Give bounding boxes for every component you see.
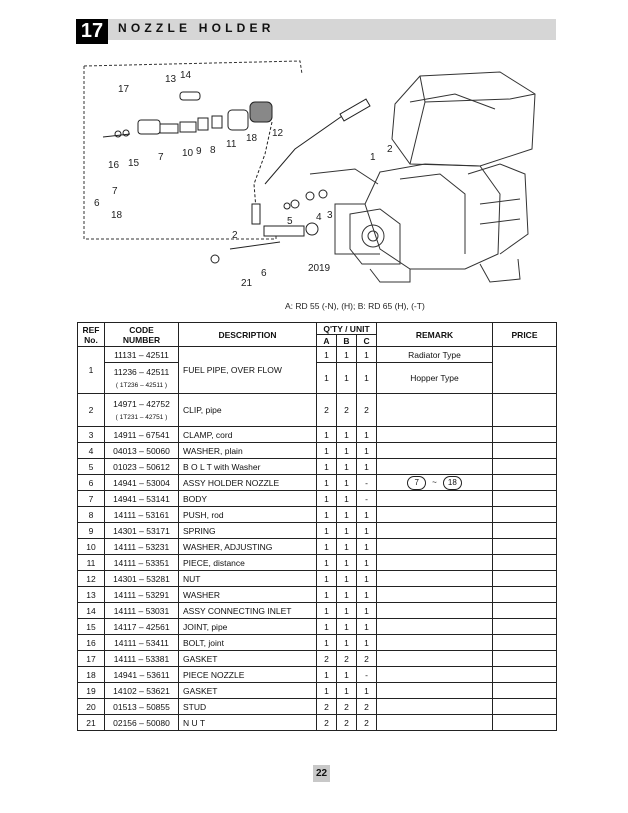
cell-description: BODY bbox=[179, 491, 317, 507]
svg-text:16: 16 bbox=[108, 160, 120, 171]
cell-qty-b: 1 bbox=[337, 475, 357, 491]
cell-qty-b: 1 bbox=[337, 587, 357, 603]
cell-ref: 9 bbox=[78, 523, 105, 539]
cell-price bbox=[493, 427, 557, 443]
svg-text:3: 3 bbox=[327, 210, 333, 221]
cell-qty-b: 1 bbox=[337, 571, 357, 587]
svg-text:1: 1 bbox=[370, 152, 376, 163]
cell-description: SPRING bbox=[179, 523, 317, 539]
cell-code: 14941 – 53004 bbox=[105, 475, 179, 491]
cell-code: 14301 – 53281 bbox=[105, 571, 179, 587]
cell-description: CLIP, pipe bbox=[179, 394, 317, 427]
cell-description: WASHER, ADJUSTING bbox=[179, 539, 317, 555]
cell-qty-c: 1 bbox=[357, 683, 377, 699]
cell-qty-b: 1 bbox=[337, 683, 357, 699]
ref-circle: 18 bbox=[443, 476, 462, 490]
cell-remark bbox=[377, 699, 493, 715]
cell-qty-b: 1 bbox=[337, 523, 357, 539]
cell-code: 14111 – 53411 bbox=[105, 635, 179, 651]
cell-code: 14111 – 53161 bbox=[105, 507, 179, 523]
cell-price bbox=[493, 667, 557, 683]
cell-qty-b: 1 bbox=[337, 635, 357, 651]
cell-qty-c: 1 bbox=[357, 363, 377, 394]
cell-price bbox=[493, 571, 557, 587]
col-qty-a-header: A bbox=[317, 335, 337, 347]
svg-text:13: 13 bbox=[165, 74, 177, 85]
cell-description: BOLT, joint bbox=[179, 635, 317, 651]
cell-qty-c: 2 bbox=[357, 715, 377, 731]
cell-price bbox=[493, 603, 557, 619]
cell-ref: 21 bbox=[78, 715, 105, 731]
svg-text:2: 2 bbox=[232, 230, 238, 241]
cell-qty-b: 1 bbox=[337, 667, 357, 683]
cell-ref: 11 bbox=[78, 555, 105, 571]
svg-text:18: 18 bbox=[246, 133, 258, 144]
cell-qty-b: 2 bbox=[337, 715, 357, 731]
cell-ref: 3 bbox=[78, 427, 105, 443]
cell-remark bbox=[377, 475, 493, 491]
svg-text:6: 6 bbox=[94, 198, 100, 209]
cell-qty-b: 1 bbox=[337, 603, 357, 619]
cell-remark bbox=[377, 443, 493, 459]
cell-ref: 18 bbox=[78, 667, 105, 683]
cell-qty-a: 2 bbox=[317, 699, 337, 715]
cell-price bbox=[493, 715, 557, 731]
code-main: 11236 – 42511 bbox=[113, 367, 170, 377]
cell-qty-a: 1 bbox=[317, 619, 337, 635]
table-row bbox=[78, 603, 557, 619]
cell-qty-a: 1 bbox=[317, 667, 337, 683]
cell-description: WASHER, plain bbox=[179, 443, 317, 459]
section-title: NOZZLE HOLDER bbox=[118, 21, 275, 35]
cell-code: 11131 – 42511 bbox=[105, 347, 179, 363]
cell-qty-c: 1 bbox=[357, 587, 377, 603]
table-row bbox=[78, 539, 557, 555]
cell-price bbox=[493, 699, 557, 715]
svg-text:14: 14 bbox=[180, 70, 192, 81]
cell-price bbox=[493, 523, 557, 539]
cell-qty-a: 1 bbox=[317, 555, 337, 571]
table-row bbox=[78, 635, 557, 651]
cell-remark bbox=[377, 587, 493, 603]
table-row bbox=[78, 683, 557, 699]
cell-description: JOINT, pipe bbox=[179, 619, 317, 635]
cell-remark bbox=[377, 603, 493, 619]
cell-qty-b: 1 bbox=[337, 459, 357, 475]
cell-ref: 20 bbox=[78, 699, 105, 715]
cell-price bbox=[493, 539, 557, 555]
col-qty-c-header: C bbox=[357, 335, 377, 347]
cell-ref: 2 bbox=[78, 394, 105, 427]
table-row bbox=[78, 651, 557, 667]
cell-price bbox=[493, 394, 557, 427]
cell-qty-b: 2 bbox=[337, 699, 357, 715]
cell-code: 01023 – 50612 bbox=[105, 459, 179, 475]
table-row bbox=[78, 347, 557, 363]
cell-qty-c: 1 bbox=[357, 619, 377, 635]
cell-price bbox=[493, 459, 557, 475]
cell-price bbox=[493, 587, 557, 603]
svg-text:21: 21 bbox=[241, 278, 253, 289]
cell-qty-a: 1 bbox=[317, 363, 337, 394]
svg-text:7: 7 bbox=[158, 152, 164, 163]
cell-ref: 10 bbox=[78, 539, 105, 555]
svg-text:17: 17 bbox=[118, 84, 130, 95]
cell-remark bbox=[377, 427, 493, 443]
cell-price bbox=[493, 347, 557, 394]
section-header bbox=[76, 19, 556, 44]
cell-description: FUEL PIPE, OVER FLOW bbox=[179, 347, 317, 394]
cell-price bbox=[493, 619, 557, 635]
table-row bbox=[78, 587, 557, 603]
cell-remark bbox=[377, 619, 493, 635]
cell-description: PIECE, distance bbox=[179, 555, 317, 571]
cell-qty-c: 1 bbox=[357, 427, 377, 443]
svg-text:10: 10 bbox=[182, 148, 194, 159]
table-row bbox=[78, 555, 557, 571]
col-price-header: PRICE bbox=[493, 323, 557, 347]
svg-text:6: 6 bbox=[261, 268, 267, 279]
cell-qty-c: 1 bbox=[357, 347, 377, 363]
col-qty-b-header: B bbox=[337, 335, 357, 347]
cell-qty-c: 2 bbox=[357, 699, 377, 715]
cell-remark bbox=[377, 539, 493, 555]
cell-price bbox=[493, 443, 557, 459]
cell-remark bbox=[377, 507, 493, 523]
cell-qty-a: 1 bbox=[317, 587, 337, 603]
cell-remark bbox=[377, 459, 493, 475]
cell-qty-c: 1 bbox=[357, 539, 377, 555]
cell-code: 14301 – 53171 bbox=[105, 523, 179, 539]
cell-qty-a: 1 bbox=[317, 427, 337, 443]
cell-code: 14941 – 53141 bbox=[105, 491, 179, 507]
table-row bbox=[78, 507, 557, 523]
cell-qty-c: 1 bbox=[357, 443, 377, 459]
cell-remark bbox=[377, 555, 493, 571]
cell-price bbox=[493, 491, 557, 507]
cell-code: 04013 – 50060 bbox=[105, 443, 179, 459]
figure-caption: A: RD 55 (-N), (H); B: RD 65 (H), (-T) bbox=[285, 301, 425, 311]
cell-remark bbox=[377, 571, 493, 587]
cell-ref: 16 bbox=[78, 635, 105, 651]
table-row bbox=[78, 667, 557, 683]
range-tilde: ~ bbox=[432, 477, 437, 487]
cell-qty-c: 2 bbox=[357, 651, 377, 667]
cell-description: GASKET bbox=[179, 651, 317, 667]
cell-remark: Hopper Type bbox=[377, 363, 493, 394]
col-code-header: CODE NUMBER bbox=[105, 323, 179, 347]
svg-text:20: 20 bbox=[308, 263, 320, 274]
table-row bbox=[78, 491, 557, 507]
cell-code: 01513 – 50855 bbox=[105, 699, 179, 715]
svg-text:9: 9 bbox=[196, 146, 202, 157]
page-number: 22 bbox=[313, 765, 330, 782]
cell-qty-b: 1 bbox=[337, 443, 357, 459]
svg-text:2: 2 bbox=[387, 144, 393, 155]
cell-ref: 17 bbox=[78, 651, 105, 667]
cell-code bbox=[105, 394, 179, 427]
cell-code: 14941 – 53611 bbox=[105, 667, 179, 683]
cell-description: STUD bbox=[179, 699, 317, 715]
cell-description: CLAMP, cord bbox=[179, 427, 317, 443]
cell-price bbox=[493, 683, 557, 699]
cell-qty-a: 1 bbox=[317, 603, 337, 619]
cell-ref: 14 bbox=[78, 603, 105, 619]
cell-remark: Radiator Type bbox=[377, 347, 493, 363]
cell-qty-c: 1 bbox=[357, 571, 377, 587]
cell-price bbox=[493, 475, 557, 491]
svg-text:4: 4 bbox=[316, 212, 322, 223]
cell-description: WASHER bbox=[179, 587, 317, 603]
cell-remark bbox=[377, 651, 493, 667]
cell-remark bbox=[377, 683, 493, 699]
cell-ref: 4 bbox=[78, 443, 105, 459]
col-remark-header: REMARK bbox=[377, 323, 493, 347]
cell-qty-c: 1 bbox=[357, 507, 377, 523]
cell-code bbox=[105, 363, 179, 394]
cell-code: 14117 – 42561 bbox=[105, 619, 179, 635]
svg-text:11: 11 bbox=[226, 139, 237, 150]
svg-text:19: 19 bbox=[319, 263, 331, 274]
cell-qty-c: - bbox=[357, 491, 377, 507]
cell-qty-c: 1 bbox=[357, 603, 377, 619]
cell-qty-b: 1 bbox=[337, 539, 357, 555]
cell-qty-a: 1 bbox=[317, 507, 337, 523]
ref-circle: 7 bbox=[407, 476, 426, 490]
cell-ref: 7 bbox=[78, 491, 105, 507]
diagram-svg bbox=[80, 54, 550, 294]
cell-remark bbox=[377, 394, 493, 427]
table-row bbox=[78, 619, 557, 635]
cell-code: 14111 – 53291 bbox=[105, 587, 179, 603]
table-row bbox=[78, 459, 557, 475]
cell-qty-b: 1 bbox=[337, 363, 357, 394]
cell-price bbox=[493, 651, 557, 667]
table-row bbox=[78, 571, 557, 587]
cell-qty-a: 1 bbox=[317, 571, 337, 587]
cell-price bbox=[493, 555, 557, 571]
cell-qty-c: - bbox=[357, 667, 377, 683]
code-main: 14971 – 42752 bbox=[113, 399, 170, 409]
cell-qty-a: 1 bbox=[317, 347, 337, 363]
cell-qty-a: 2 bbox=[317, 394, 337, 427]
cell-remark bbox=[377, 635, 493, 651]
cell-qty-a: 1 bbox=[317, 459, 337, 475]
cell-remark bbox=[377, 715, 493, 731]
code-sub: ( 1T236 – 42511 ) bbox=[115, 382, 168, 389]
code-sub: ( 1T231 – 42751 ) bbox=[115, 414, 168, 421]
cell-qty-a: 1 bbox=[317, 683, 337, 699]
cell-qty-a: 1 bbox=[317, 539, 337, 555]
cell-qty-b: 1 bbox=[337, 619, 357, 635]
table-row bbox=[78, 475, 557, 491]
cell-qty-b: 2 bbox=[337, 394, 357, 427]
cell-qty-a: 2 bbox=[317, 715, 337, 731]
cell-qty-b: 1 bbox=[337, 491, 357, 507]
cell-ref: 12 bbox=[78, 571, 105, 587]
col-description-header: DESCRIPTION bbox=[179, 323, 317, 347]
parts-table bbox=[77, 322, 557, 731]
cell-description: GASKET bbox=[179, 683, 317, 699]
cell-remark bbox=[377, 491, 493, 507]
cell-qty-a: 1 bbox=[317, 443, 337, 459]
cell-qty-a: 2 bbox=[317, 651, 337, 667]
cell-code: 14111 – 53351 bbox=[105, 555, 179, 571]
cell-ref: 5 bbox=[78, 459, 105, 475]
section-number: 17 bbox=[76, 19, 108, 44]
table-row bbox=[78, 363, 557, 394]
cell-description: ASSY HOLDER NOZZLE bbox=[179, 475, 317, 491]
cell-qty-c: 1 bbox=[357, 459, 377, 475]
cell-description: PUSH, rod bbox=[179, 507, 317, 523]
cell-ref: 13 bbox=[78, 587, 105, 603]
cell-ref: 19 bbox=[78, 683, 105, 699]
cell-qty-a: 1 bbox=[317, 635, 337, 651]
table-row bbox=[78, 427, 557, 443]
cell-description: N U T bbox=[179, 715, 317, 731]
svg-text:12: 12 bbox=[272, 128, 284, 139]
cell-code: 14111 – 53031 bbox=[105, 603, 179, 619]
cell-ref: 8 bbox=[78, 507, 105, 523]
cell-code: 14111 – 53231 bbox=[105, 539, 179, 555]
cell-description: NUT bbox=[179, 571, 317, 587]
cell-ref: 15 bbox=[78, 619, 105, 635]
cell-description: B O L T with Washer bbox=[179, 459, 317, 475]
cell-code: 02156 – 50080 bbox=[105, 715, 179, 731]
table-row bbox=[78, 699, 557, 715]
cell-ref: 1 bbox=[78, 347, 105, 394]
cell-remark bbox=[377, 667, 493, 683]
exploded-parts-diagram bbox=[80, 54, 550, 294]
cell-price bbox=[493, 635, 557, 651]
table-row bbox=[78, 715, 557, 731]
svg-text:5: 5 bbox=[287, 216, 293, 227]
cell-qty-b: 1 bbox=[337, 555, 357, 571]
cell-qty-b: 2 bbox=[337, 651, 357, 667]
cell-remark bbox=[377, 523, 493, 539]
table-row bbox=[78, 443, 557, 459]
cell-qty-a: 1 bbox=[317, 523, 337, 539]
cell-qty-b: 1 bbox=[337, 427, 357, 443]
cell-qty-a: 1 bbox=[317, 475, 337, 491]
cell-description: ASSY CONNECTING INLET bbox=[179, 603, 317, 619]
cell-ref: 6 bbox=[78, 475, 105, 491]
svg-text:18: 18 bbox=[111, 210, 123, 221]
cell-description: PIECE NOZZLE bbox=[179, 667, 317, 683]
col-qty-header: Q'TY / UNIT bbox=[317, 323, 377, 335]
cell-price bbox=[493, 507, 557, 523]
cell-qty-b: 1 bbox=[337, 507, 357, 523]
svg-text:8: 8 bbox=[210, 145, 216, 156]
cell-code: 14102 – 53621 bbox=[105, 683, 179, 699]
cell-qty-c: 1 bbox=[357, 635, 377, 651]
cell-code: 14111 – 53381 bbox=[105, 651, 179, 667]
table-row bbox=[78, 394, 557, 427]
cell-qty-c: 1 bbox=[357, 523, 377, 539]
table-row bbox=[78, 523, 557, 539]
cell-code: 14911 – 67541 bbox=[105, 427, 179, 443]
cell-qty-c: - bbox=[357, 475, 377, 491]
cell-qty-c: 1 bbox=[357, 555, 377, 571]
cell-qty-c: 2 bbox=[357, 394, 377, 427]
col-ref-header: REF No. bbox=[78, 323, 105, 347]
cell-qty-b: 1 bbox=[337, 347, 357, 363]
cell-qty-a: 1 bbox=[317, 491, 337, 507]
svg-text:7: 7 bbox=[112, 186, 118, 197]
svg-text:15: 15 bbox=[128, 158, 140, 169]
